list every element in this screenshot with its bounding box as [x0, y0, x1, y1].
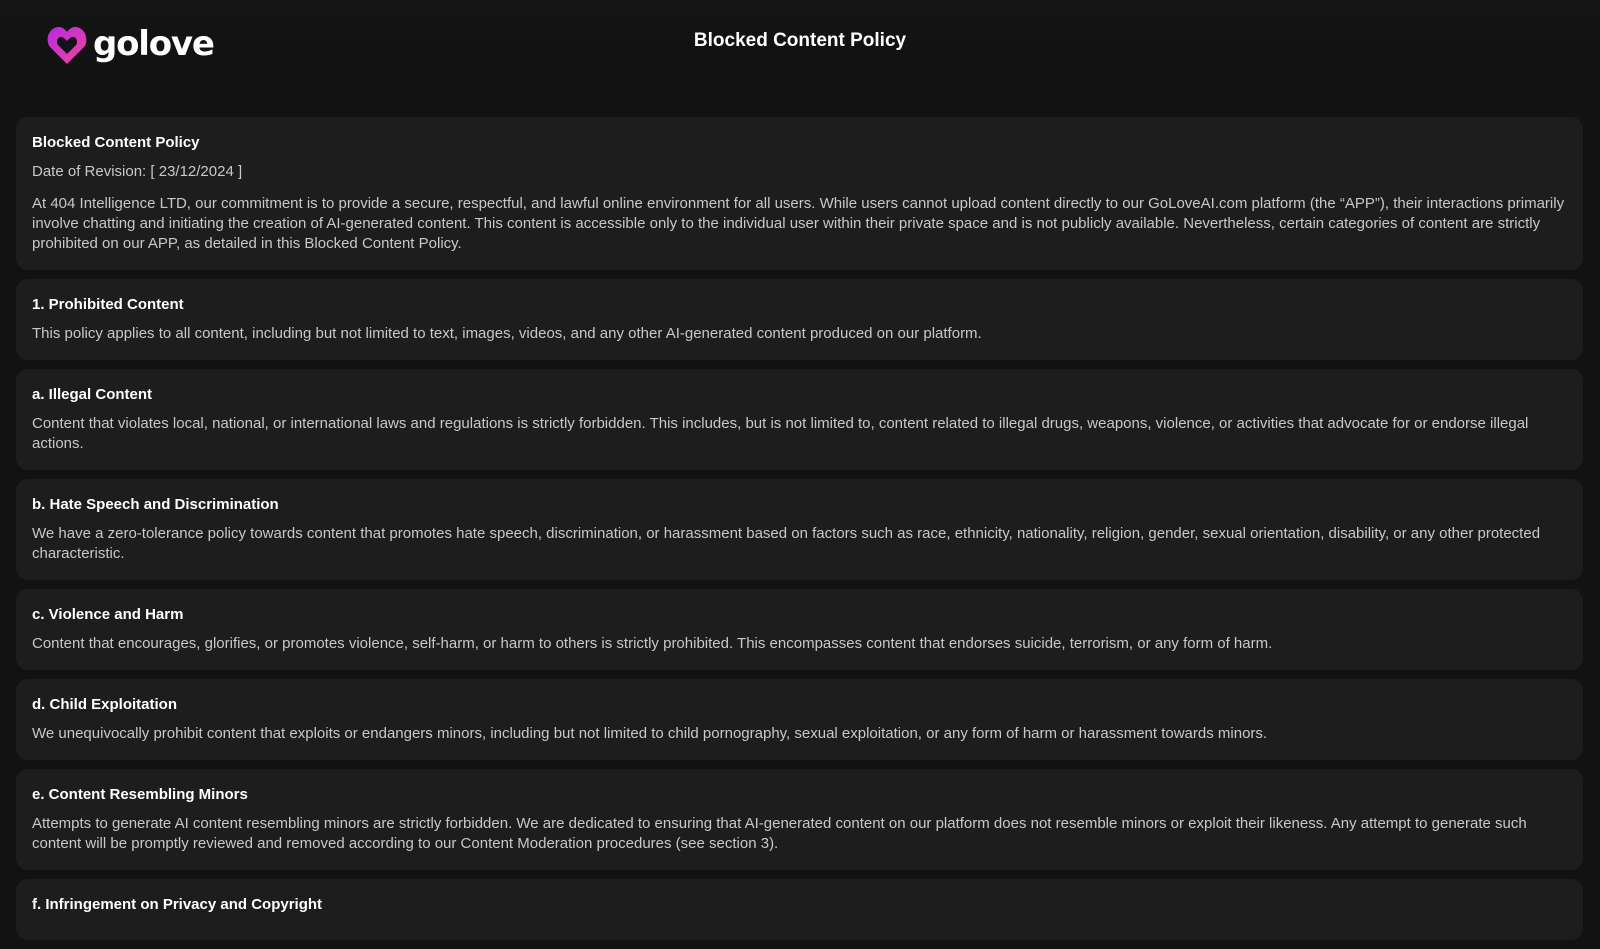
section-heading: e. Content Resembling Minors	[32, 786, 248, 803]
section-card-content-resembling-minors	[16, 769, 1583, 870]
section-body: We have a zero-tolerance policy towards content that promotes hate speech, discrimination, or harassment based on factors such as race, ethnicity, nationality, religion, gender, sexual orientation, disability, or any other protected characteristic.	[32, 525, 1541, 562]
section-body: Attempts to generate AI content resembling minors are strictly forbidden. We are dedicated to ensuring that AI-generated content on our platform does not resemble minors or exploit their likeness. Any attempt to generate such content will be promptly reviewed and removed according to our Content Moderation procedures (see section 3).	[32, 815, 1527, 852]
section-heading: b. Hate Speech and Discrimination	[32, 496, 279, 513]
section-body: Content that violates local, national, or international laws and regulations is strictly forbidden. This includes, but is not limited to, content related to illegal drugs, weapons, violence, or activities that advocate for or endorse illegal actions.	[32, 415, 1529, 452]
section-heading: d. Child Exploitation	[32, 696, 177, 713]
section-card-child-exploitation	[16, 679, 1583, 760]
section-card-violence-harm	[16, 589, 1583, 670]
section-card-privacy-copyright	[16, 879, 1583, 940]
section-card-illegal-content	[16, 369, 1583, 470]
revision-date: Date of Revision: [ 23/12/2024 ]	[32, 163, 243, 180]
section-heading: 1. Prohibited Content	[32, 296, 184, 313]
intro-body: At 404 Intelligence LTD, our commitment is to provide a secure, respectful, and lawful online environment for all users. While users cannot upload content directly to our GoLoveAI.com platform (the “APP”), their interactions primarily involve chatting and initiating the creation of AI-generated content. This content is accessible only to the individual user within their private space and is not publicly available. Nevertheless, certain categories of content are strictly prohibited on our APP, as detailed in this Blocked Content Policy.	[32, 195, 1565, 252]
policy-content	[16, 117, 1583, 949]
section-heading: a. Illegal Content	[32, 386, 153, 403]
section-card-prohibited-content	[16, 279, 1583, 360]
section-body: This policy applies to all content, including but not limited to text, images, videos, and any other AI-generated content produced on our platform.	[32, 325, 982, 342]
page-title: Blocked Content Policy	[693, 30, 907, 51]
top-header	[0, 0, 1600, 88]
section-body: We unequivocally prohibit content that exploits or endangers minors, including but not limited to child pornography, sexual exploitation, or any form of harm or harassment towards minors.	[32, 725, 1268, 742]
section-heading: c. Violence and Harm	[32, 606, 184, 623]
section-body: Content that encourages, glorifies, or promotes violence, self-harm, or harm to others is strictly prohibited. This encompasses content that endorses suicide, terrorism, or any form of harm.	[32, 635, 1273, 652]
brand-name: golove	[93, 24, 214, 64]
intro-card	[16, 117, 1583, 270]
section-card-hate-speech	[16, 479, 1583, 580]
section-heading: f. Infringement on Privacy and Copyright	[32, 896, 323, 913]
intro-heading: Blocked Content Policy	[32, 134, 200, 151]
